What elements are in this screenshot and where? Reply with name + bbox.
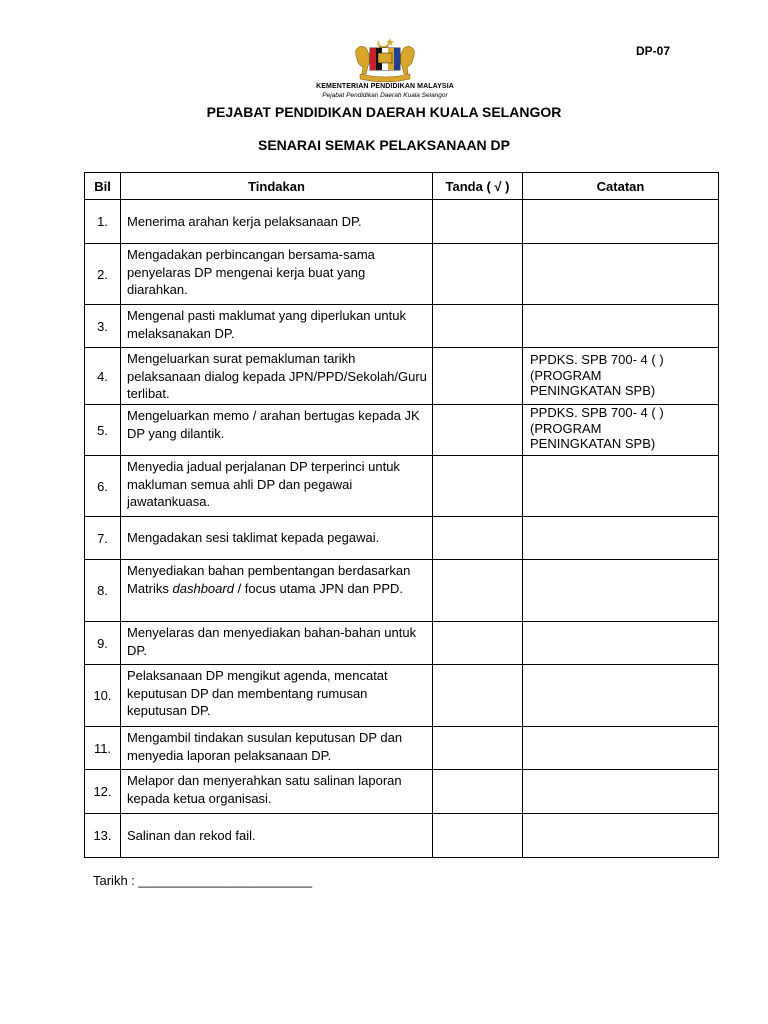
header-bil: Bil (85, 173, 121, 200)
row-mark-cell[interactable] (433, 200, 523, 244)
row-action: Mengambil tindakan susulan keputusan DP dan menyedia laporan pelaksanaan DP. (121, 727, 433, 770)
row-action: Mengeluarkan memo / arahan bertugas kepada JK DP yang dilantik. (121, 405, 433, 456)
row-mark-cell[interactable] (433, 814, 523, 858)
date-field[interactable] (93, 873, 312, 888)
table-row (85, 770, 719, 814)
table-row (85, 622, 719, 665)
table-row (85, 517, 719, 560)
row-action: Mengeluarkan surat pemakluman tarikh pelaksanaan dialog kepada JPN/PPD/Sekolah/Guru terlibat. (121, 348, 433, 405)
row-mark-cell[interactable] (433, 665, 523, 727)
row-note[interactable] (523, 622, 719, 665)
row-note[interactable] (523, 244, 719, 305)
row-note[interactable]: PPDKS. SPB 700- 4 ( ) (PROGRAM PENINGKATAN SPB) (523, 405, 719, 456)
row-mark-cell[interactable] (433, 770, 523, 814)
row-note[interactable] (523, 200, 719, 244)
row-number: 5. (85, 405, 121, 456)
row-action-text: Menyediakan bahan pembentangan berdasarkan Matriks (127, 563, 411, 596)
table-row (85, 814, 719, 858)
header-note: Catatan (523, 173, 719, 200)
row-action-text-end: / focus utama JPN dan PPD. (233, 580, 404, 596)
row-action: Menyedia jadual perjalanan DP terperinci untuk makluman semua ahli DP dan pegawai jawatankuasa. (121, 456, 433, 517)
row-action: Pelaksanaan DP mengikut agenda, mencatat keputusan DP dan membentang rumusan keputusan DP. (121, 665, 433, 727)
row-action-emphasis: dashboard (172, 580, 234, 596)
row-mark-cell[interactable] (433, 405, 523, 456)
row-action: Salinan dan rekod fail. (121, 814, 433, 858)
date-label: Tarikh : (93, 873, 135, 888)
table-row (85, 348, 719, 405)
row-action: Menyelaras dan menyediakan bahan-bahan untuk DP. (121, 622, 433, 665)
table-row (85, 727, 719, 770)
row-action: Menerima arahan kerja pelaksanaan DP. (121, 200, 433, 244)
row-mark-cell[interactable] (433, 560, 523, 622)
row-action: Melapor dan menyerahkan satu salinan laporan kepada ketua organisasi. (121, 770, 433, 814)
row-number: 8. (85, 560, 121, 622)
table-row (85, 560, 719, 622)
row-number: 10. (85, 665, 121, 727)
row-mark-cell[interactable] (433, 348, 523, 405)
header-mark: Tanda ( √ ) (433, 173, 523, 200)
row-mark-cell[interactable] (433, 622, 523, 665)
ministry-name: KEMENTERIAN PENDIDIKAN MALAYSIA (316, 83, 454, 90)
row-number: 13. (85, 814, 121, 858)
row-note[interactable] (523, 456, 719, 517)
row-action: Mengenal pasti maklumat yang diperlukan untuk melaksanakan DP. (121, 305, 433, 348)
row-note[interactable] (523, 814, 719, 858)
table-row (85, 456, 719, 517)
row-number: 11. (85, 727, 121, 770)
document-title: SENARAI SEMAK PELAKSANAAN DP (257, 137, 511, 153)
date-blank: ________________________ (138, 873, 313, 888)
row-mark-cell[interactable] (433, 517, 523, 560)
row-note[interactable] (523, 517, 719, 560)
header-action: Tindakan (121, 173, 433, 200)
row-number: 2. (85, 244, 121, 305)
row-mark-cell[interactable] (433, 727, 523, 770)
row-note[interactable] (523, 770, 719, 814)
document-code: DP-07 (636, 44, 671, 58)
row-note[interactable] (523, 727, 719, 770)
row-number: 7. (85, 517, 121, 560)
table-row (85, 405, 719, 456)
row-number: 3. (85, 305, 121, 348)
row-note[interactable] (523, 560, 719, 622)
row-action: Mengadakan sesi taklimat kepada pegawai. (121, 517, 433, 560)
table-header-row (85, 173, 719, 200)
row-number: 1. (85, 200, 121, 244)
row-number: 6. (85, 456, 121, 517)
checklist-table (84, 172, 719, 858)
row-note[interactable] (523, 305, 719, 348)
district-office-small: Pejabat Pendidikan Daerah Kuala Selangor (322, 92, 448, 99)
row-mark-cell[interactable] (433, 305, 523, 348)
row-mark-cell[interactable] (433, 244, 523, 305)
row-action (121, 560, 433, 622)
row-action: Mengadakan perbincangan bersama-sama penyelaras DP mengenai kerja buat yang diarahkan. (121, 244, 433, 305)
row-number: 4. (85, 348, 121, 405)
table-row (85, 305, 719, 348)
row-note[interactable]: PPDKS. SPB 700- 4 ( ) (PROGRAM PENINGKATAN SPB) (523, 348, 719, 405)
row-number: 9. (85, 622, 121, 665)
table-row (85, 665, 719, 727)
table-row (85, 200, 719, 244)
row-mark-cell[interactable] (433, 456, 523, 517)
row-note[interactable] (523, 665, 719, 727)
row-number: 12. (85, 770, 121, 814)
coat-of-arms-icon (352, 36, 418, 82)
ministry-logo (300, 36, 470, 102)
office-title: PEJABAT PENDIDIKAN DAERAH KUALA SELANGOR (206, 104, 562, 120)
table-row (85, 244, 719, 305)
